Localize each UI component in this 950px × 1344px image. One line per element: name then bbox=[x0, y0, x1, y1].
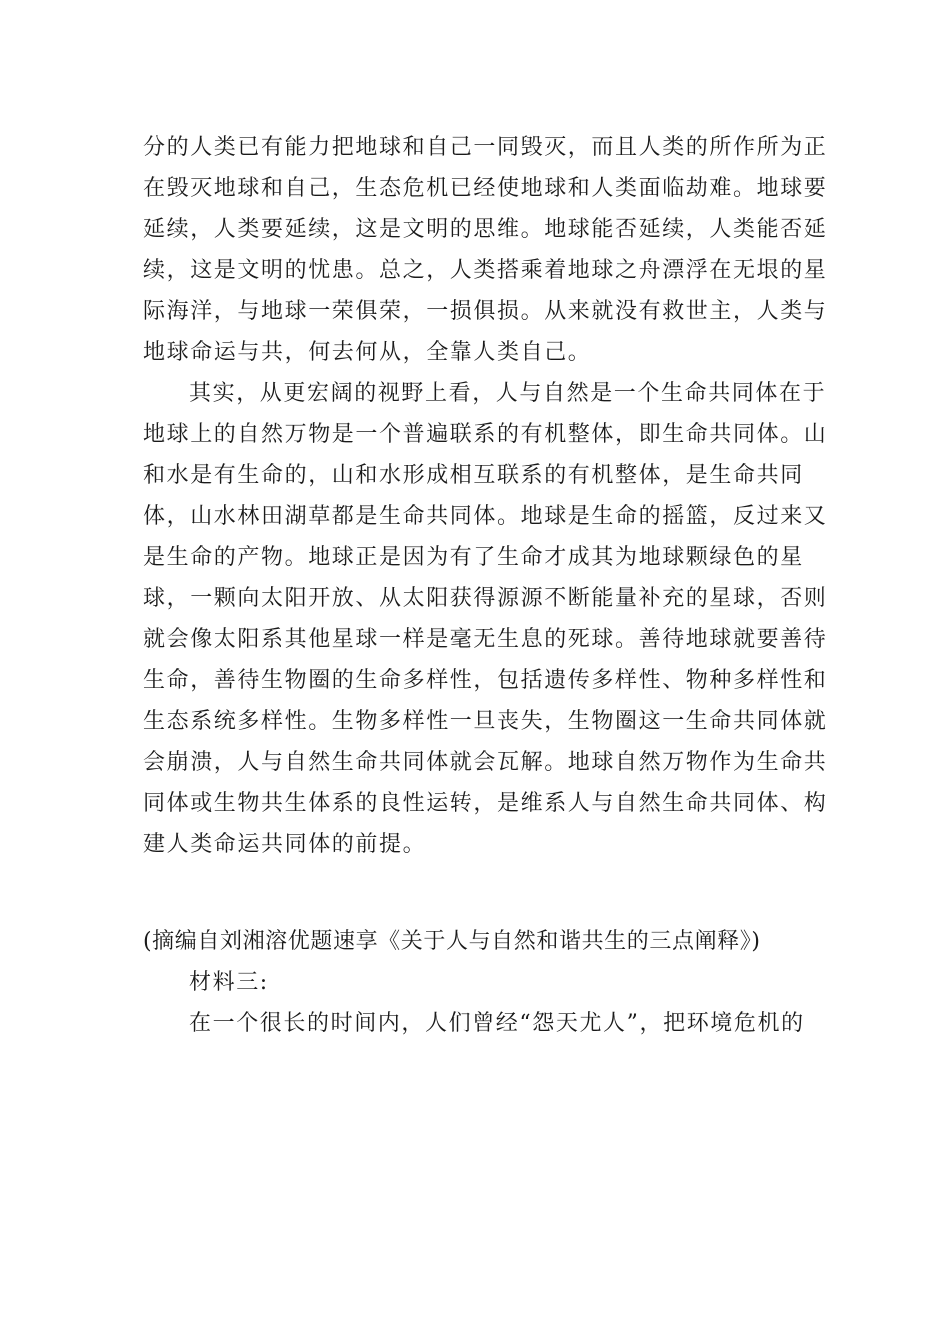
text-line: 分的人类已有能力把地球和自己一同毁灭，而且人类的所作所为正 bbox=[143, 135, 828, 160]
text-line: 地球命运与共，何去何从，全靠人类自己。 bbox=[143, 340, 592, 365]
document-body bbox=[143, 127, 828, 1044]
text-line: 延续，人类要延续，这是文明的思维。地球能否延续，人类能否延 bbox=[143, 217, 828, 242]
paragraph-spacer bbox=[143, 865, 808, 921]
text-line: 和水是有生命的，山和水形成相互联系的有机整体，是生命共同 bbox=[143, 463, 804, 488]
text-line: 续，这是文明的忧患。总之，人类搭乘着地球之舟漂浮在无垠的星 bbox=[143, 258, 828, 283]
text-line: 球，一颗向太阳开放、从太阳获得源源不断能量补充的星球，否则 bbox=[143, 586, 828, 611]
text-line: 其实，从更宏阔的视野上看，人与自然是一个生命共同体在于 bbox=[189, 381, 827, 406]
text-line: 是生命的产物。地球正是因为有了生命才成其为地球颗绿色的星 bbox=[143, 545, 804, 570]
text-line: 就会像太阳系其他星球一样是毫无生息的死球。善待地球就要善待 bbox=[143, 627, 828, 652]
text-line: 会崩溃，人与自然生命共同体就会瓦解。地球自然万物作为生命共 bbox=[143, 750, 828, 775]
text-line: 际海洋，与地球一荣俱荣，一损俱损。从来就没有救世主，人类与 bbox=[143, 299, 828, 324]
text-line: 地球上的自然万物是一个普遍联系的有机整体，即生命共同体。山 bbox=[143, 422, 828, 447]
text-line: 同体或生物共生体系的良性运转，是维系人与自然生命共同体、构 bbox=[143, 791, 828, 816]
text-line: 建人类命运共同体的前提。 bbox=[143, 832, 427, 857]
text-line: 体，山水林田湖草都是生命共同体。地球是生命的摇篮，反过来又 bbox=[143, 504, 828, 529]
text-line: 生态系统多样性。生物多样性一旦丧失，生物圈这一生命共同体就 bbox=[143, 709, 828, 734]
text-line: 在毁灭地球和自己，生态危机已经使地球和人类面临劫难。地球要 bbox=[143, 176, 828, 201]
text-line: 生命，善待生物圈的生命多样性，包括遗传多样性、物种多样性和 bbox=[143, 668, 828, 693]
paragraph-2 bbox=[143, 373, 828, 865]
paragraph-1 bbox=[143, 127, 828, 373]
material-heading: 材料三: bbox=[189, 970, 269, 995]
source-citation: (摘编自刘湘溶优题速享《关于人与自然和谐共生的三点阐释》) bbox=[143, 929, 761, 954]
text-line: 在一个很长的时间内，人们曾经“怨天尤人”，把环境危机的 bbox=[189, 1011, 805, 1036]
